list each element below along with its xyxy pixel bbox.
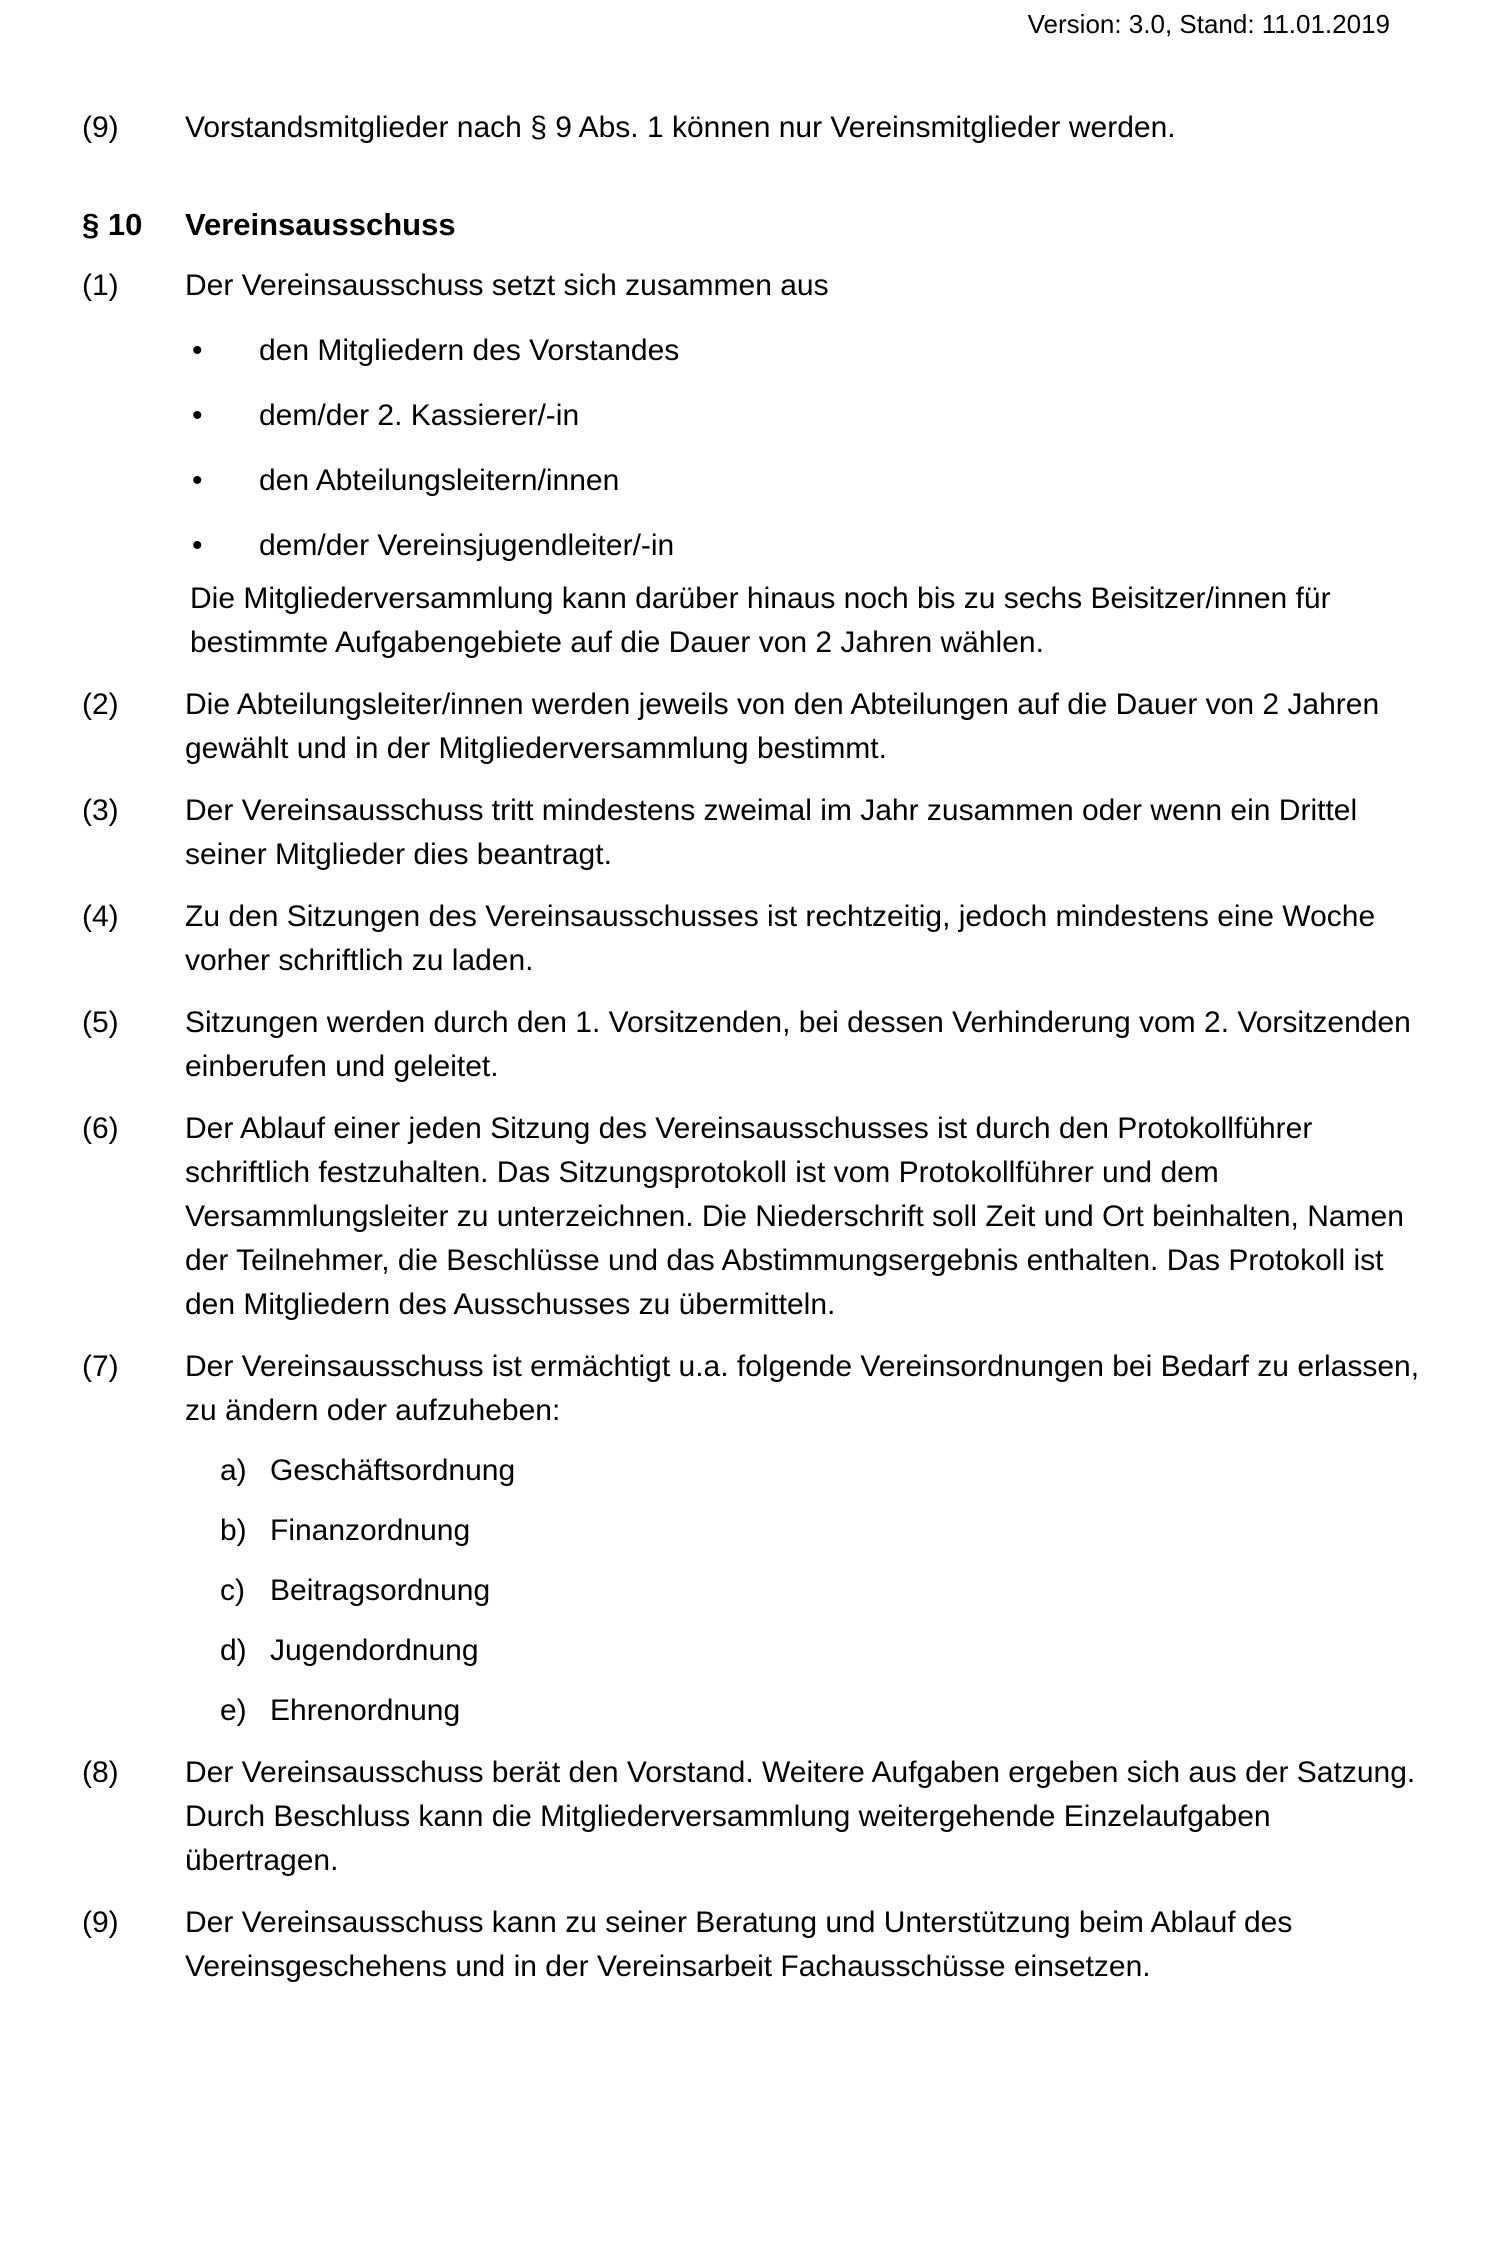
letter-text: Beitragsordnung	[270, 1574, 491, 1607]
item-number: (2)	[82, 688, 119, 721]
bullet-text: dem/der 2. Kassierer/-in	[259, 399, 580, 432]
letter-label: d)	[220, 1634, 247, 1667]
item-number: (8)	[82, 1756, 119, 1789]
item-number: (5)	[82, 1006, 119, 1039]
list-item	[82, 1345, 1427, 1733]
item-number: (4)	[82, 900, 119, 933]
bullet-text: den Mitgliedern des Vorstandes	[259, 334, 680, 367]
list-item	[82, 264, 1427, 665]
item-continuation-text: Die Mitgliederversammlung kann darüber hinaus noch bis zu sechs Beisitzer/innen für bestimmte Aufgabengebiete auf die Dauer von 2 Jahren wählen.	[190, 582, 1331, 659]
letter-label: c)	[220, 1574, 245, 1607]
list-item	[82, 789, 1427, 877]
letter-text: Ehrenordnung	[270, 1694, 461, 1727]
item-number: (6)	[82, 1112, 119, 1145]
section-number: § 10	[82, 207, 143, 242]
section-title: Vereinsausschuss	[185, 207, 456, 242]
lettered-item	[185, 1569, 1423, 1613]
letter-text: Jugendordnung	[270, 1634, 479, 1667]
bullet-text: den Abteilungsleitern/innen	[259, 464, 620, 497]
letter-label: e)	[220, 1694, 247, 1727]
letter-text: Finanzordnung	[270, 1514, 471, 1547]
item-body	[185, 1345, 1423, 1733]
item-text: Der Ablauf einer jeden Sitzung des Vereinsausschusses ist durch den Protokollführer schriftlich festzuhalten. Das Sitzungsprotokoll ist vom Protokollführer und dem Versammlungsleiter zu unterzeichnen. Die Niederschrift soll Zeit und Ort beinhalten, Namen der Teilnehmer, die Beschlüsse und das Abstimmungsergebnis enthalten. Das Protokoll ist den Mitgliedern des Ausschusses zu übermitteln.	[185, 1112, 1404, 1321]
bullet-icon: •	[192, 399, 203, 432]
item-number: (7)	[82, 1350, 119, 1383]
item-text: Der Vereinsausschuss berät den Vorstand. Weitere Aufgaben ergeben sich aus der Satzung. Durch Beschluss kann die Mitgliederversammlung weitergehende Einzelaufgaben übertragen.	[185, 1756, 1416, 1877]
item-text: Vorstandsmitglieder nach § 9 Abs. 1 können nur Vereinsmitglieder werden.	[185, 111, 1176, 144]
item-text: Zu den Sitzungen des Vereinsausschusses ist rechtzeitig, jedoch mindestens eine Woche vorher schriftlich zu laden.	[185, 900, 1376, 977]
list-item	[82, 683, 1427, 771]
section-heading	[82, 202, 1427, 248]
item-number: (3)	[82, 794, 119, 827]
list-item	[82, 1107, 1427, 1327]
list-item	[82, 1001, 1427, 1089]
item-text: Der Vereinsausschuss setzt sich zusammen aus	[185, 269, 829, 302]
item-text: Der Vereinsausschuss tritt mindestens zweimal im Jahr zusammen oder wenn ein Drittel seiner Mitglieder dies beantragt.	[185, 794, 1358, 871]
item-text: Sitzungen werden durch den 1. Vorsitzenden, bei dessen Verhinderung vom 2. Vorsitzenden einberufen und geleitet.	[185, 1006, 1411, 1083]
lettered-item	[185, 1509, 1423, 1553]
bullet-text: dem/der Vereinsjugendleiter/-in	[259, 529, 675, 562]
item-text: Der Vereinsausschuss kann zu seiner Beratung und Unterstützung beim Ablauf des Vereinsgeschehens und in der Vereinsarbeit Fachausschüsse einsetzen.	[185, 1906, 1293, 1983]
letter-text: Geschäftsordnung	[270, 1454, 516, 1487]
bullet-item	[185, 394, 1423, 438]
bullet-item	[185, 329, 1423, 373]
item-number: (9)	[82, 111, 119, 144]
list-item	[82, 1751, 1427, 1883]
lettered-item	[185, 1689, 1423, 1733]
document-content	[82, 106, 1427, 2007]
version-header: Version: 3.0, Stand: 11.01.2019	[1027, 9, 1390, 39]
lettered-item	[185, 1629, 1423, 1673]
item-number: (9)	[82, 1906, 119, 1939]
item-number: (1)	[82, 269, 119, 302]
list-item	[82, 106, 1427, 150]
bullet-item	[185, 459, 1423, 503]
item-body	[185, 264, 1423, 665]
item-text: Der Vereinsausschuss ist ermächtigt u.a. folgende Vereinsordnungen bei Bedarf zu erlassen, zu ändern oder aufzuheben:	[185, 1350, 1420, 1427]
item-text: Die Abteilungsleiter/innen werden jeweils von den Abteilungen auf die Dauer von 2 Jahren gewählt und in der Mitgliederversammlung bestimmt.	[185, 688, 1380, 765]
bullet-icon: •	[192, 334, 203, 367]
bullet-item	[185, 524, 1423, 568]
letter-label: b)	[220, 1514, 247, 1547]
list-item	[82, 1901, 1427, 1989]
bullet-icon: •	[192, 464, 203, 497]
list-item	[82, 895, 1427, 983]
bullet-icon: •	[192, 529, 203, 562]
letter-label: a)	[220, 1454, 247, 1487]
lettered-item	[185, 1449, 1423, 1493]
